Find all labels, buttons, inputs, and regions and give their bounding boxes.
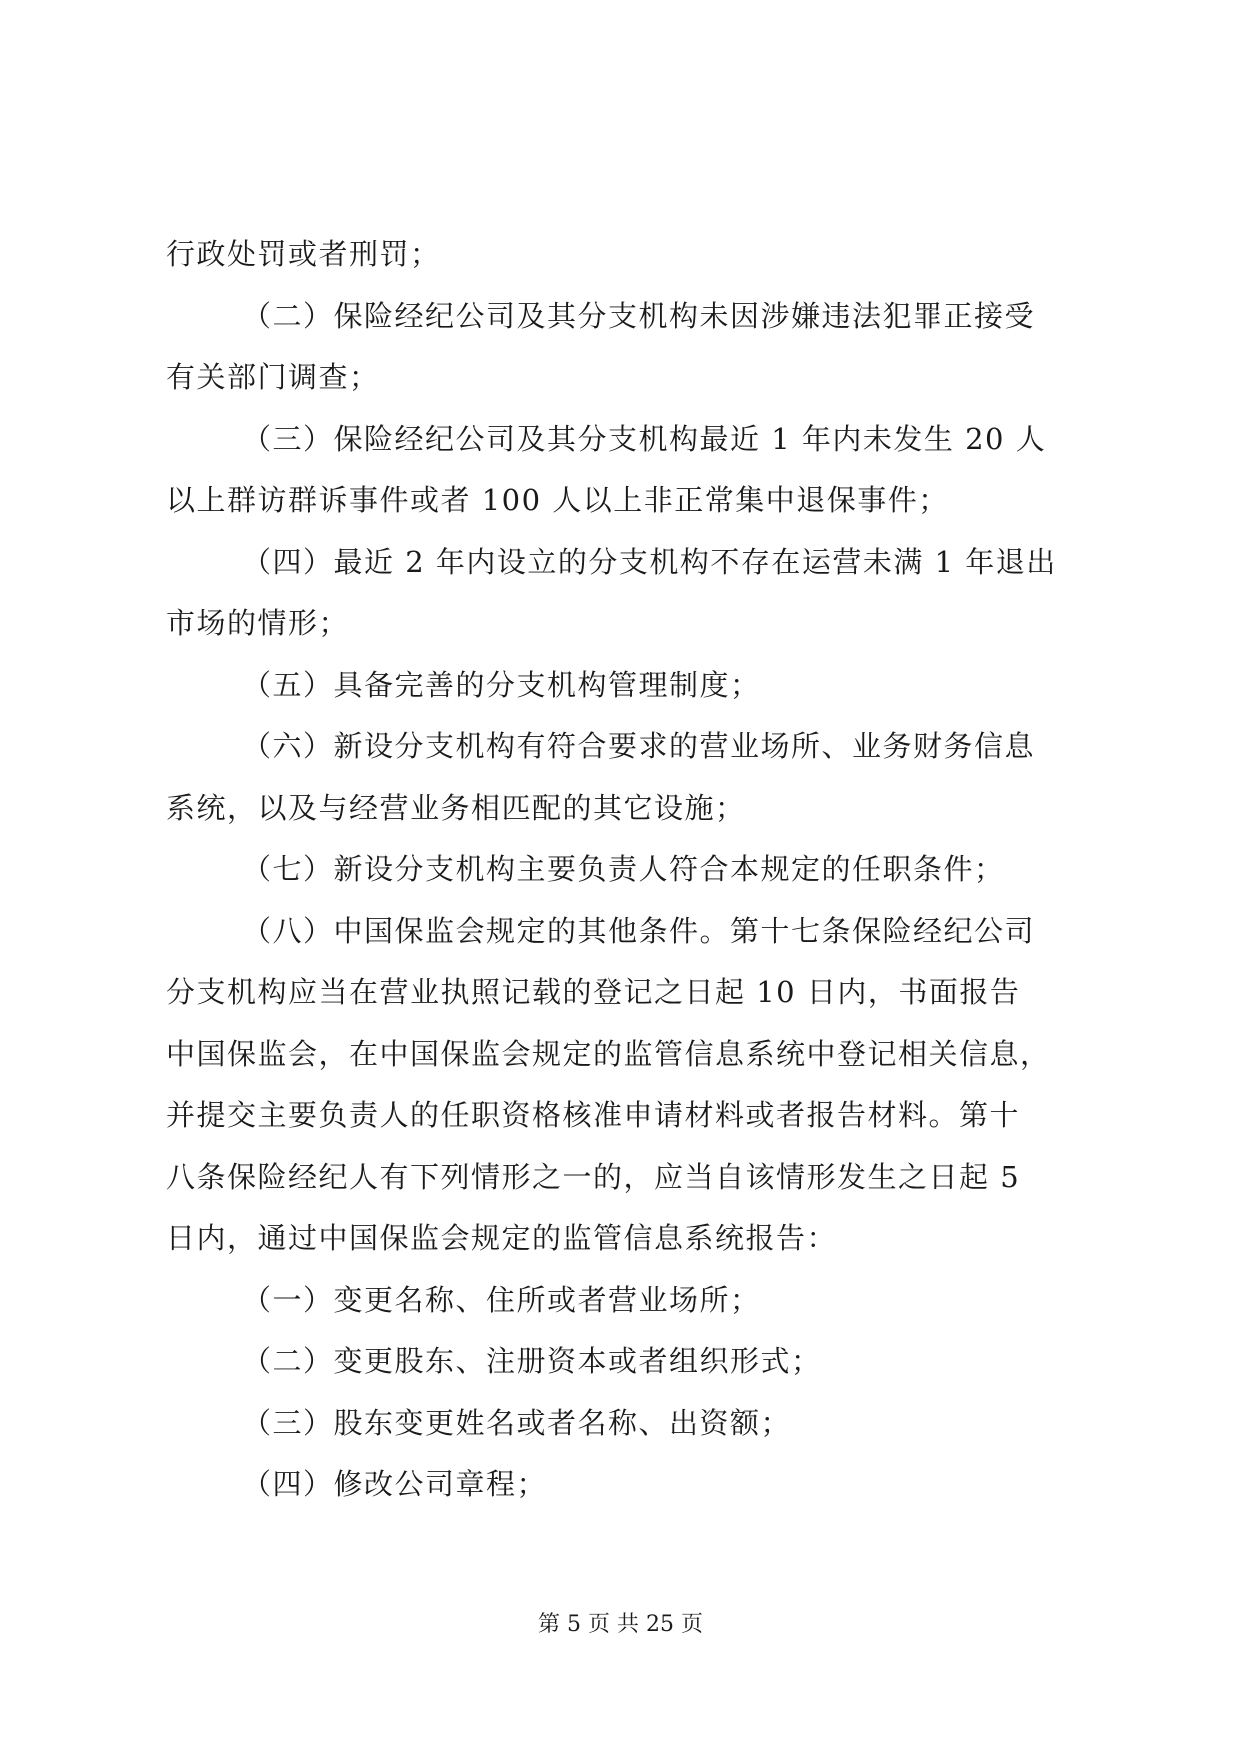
text-line-2: （二）保险经纪公司及其分支机构未因涉嫌违法犯罪正接受 (242, 298, 1036, 333)
text-line-10: 系统，以及与经营业务相匹配的其它设施； (166, 790, 746, 825)
text-line-17: 日内，通过中国保监会规定的监管信息系统报告： (166, 1221, 838, 1255)
text-line-5: 以上群访群诉事件或者 100 人以上非正常集中退保事件； (166, 483, 949, 517)
text-line-11: （七）新设分支机构主要负责人符合本规定的任职条件； (242, 852, 1005, 886)
text-line-8: （五）具备完善的分支机构管理制度； (242, 667, 761, 702)
page-number-footer: 第 5 页 共 25 页 (538, 1612, 703, 1637)
text-line-20: （三）股东变更姓名或者名称、出资额； (242, 1405, 792, 1440)
text-line-15: 并提交主要负责人的任职资格核准申请材料或者报告材料。第十 (166, 1098, 1021, 1132)
document-body (166, 224, 1086, 1516)
text-line-3: 有关部门调查； (166, 360, 380, 394)
text-line-4: （三）保险经纪公司及其分支机构最近 1 年内未发生 20 人 (242, 421, 1047, 456)
text-line-14: 中国保监会，在中国保监会规定的监管信息系统中登记相关信息， (166, 1036, 1051, 1071)
text-line-12: （八）中国保监会规定的其他条件。第十七条保险经纪公司 (242, 913, 1036, 948)
text-line-19: （二）变更股东、注册资本或者组织形式； (242, 1344, 822, 1378)
text-line-7: 市场的情形； (166, 606, 350, 640)
text-line-1: 行政处罚或者刑罚； (166, 237, 441, 271)
text-line-9: （六）新设分支机构有符合要求的营业场所、业务财务信息 (242, 729, 1036, 763)
text-line-16: 八条保险经纪人有下列情形之一的，应当自该情形发生之日起 5 (166, 1159, 1021, 1194)
text-line-21: （四）修改公司章程； (242, 1467, 548, 1501)
text-line-6: （四）最近 2 年内设立的分支机构不存在运营未满 1 年退出 (242, 544, 1057, 579)
text-line-18: （一）变更名称、住所或者营业场所； (242, 1282, 761, 1317)
text-line-13: 分支机构应当在营业执照记载的登记之日起 10 日内，书面报告 (166, 975, 1021, 1009)
